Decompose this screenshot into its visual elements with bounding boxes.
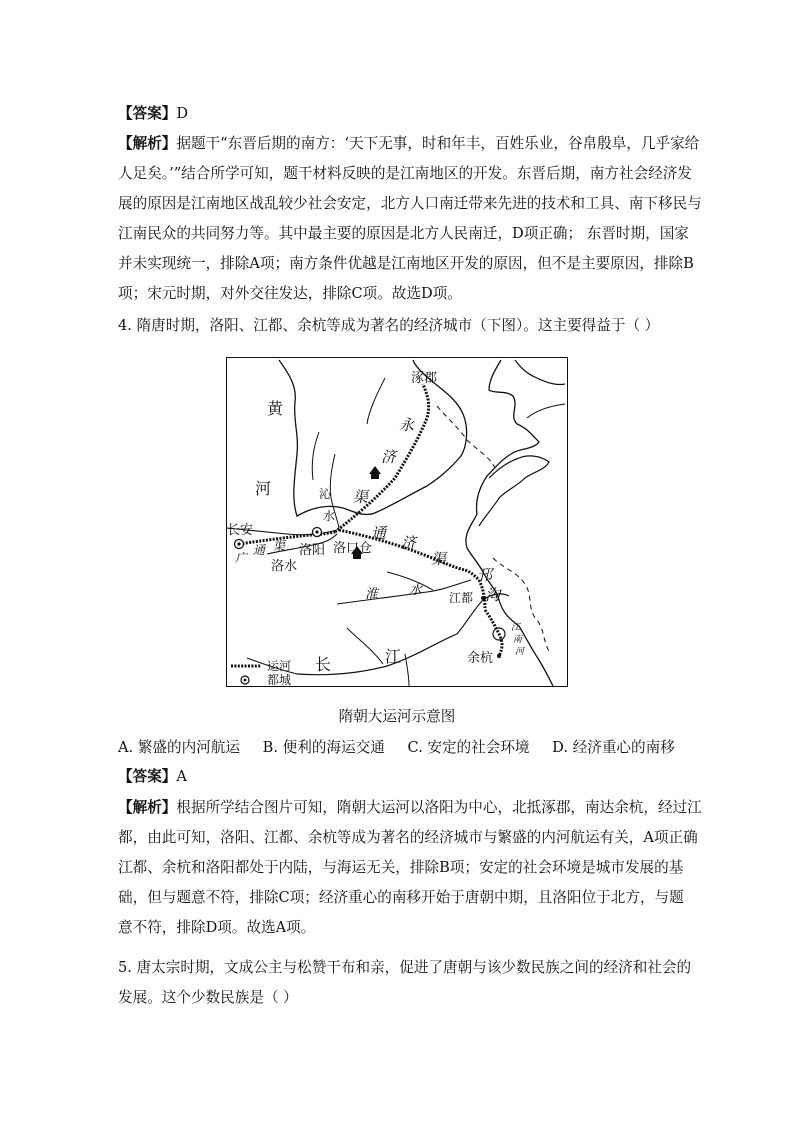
label-ji2: 济 (401, 534, 417, 552)
label-tong2: 通 (371, 524, 387, 542)
q3-analysis-label: 【解析】 (118, 135, 177, 152)
label-huang: 黄 (267, 399, 284, 418)
label-jiangdu: 江都 (449, 591, 474, 605)
label-he: 河 (255, 479, 272, 498)
label-ji1: 济 (381, 448, 397, 466)
liaodong-coast (515, 360, 565, 385)
label-qu3: 渠 (431, 550, 447, 568)
q4-answer-value: A (176, 768, 187, 785)
q3-answer-value: D (176, 105, 189, 122)
label-tong1: 通 (253, 543, 266, 557)
yellow-river (279, 360, 467, 516)
q3-answer-line (118, 104, 678, 124)
label-gou: 沟 (485, 586, 501, 604)
q4-analysis-line-2: 都，由此可知，洛阳、江都、余杭等成为著名的经济城市与繁盛的内河航运有关，A项正确 (118, 829, 698, 846)
label-qu1: 渠 (353, 488, 369, 506)
shandong-peninsula (479, 456, 549, 526)
label-luoshui: 洛水 (271, 559, 298, 574)
granary-icon-north (369, 466, 381, 479)
q4-stem: 4. 隋唐时期，洛阳、江都、余杭等成为著名的经济城市（下图）。这主要得益于（ ） (118, 317, 660, 334)
q4-option-b: B. 便利的海运交通 (262, 739, 385, 756)
q3-answer-label: 【答案】 (118, 105, 177, 122)
label-shui2: 水 (409, 583, 423, 598)
label-changan: 长安 (227, 523, 254, 538)
label-yong: 永 (399, 416, 415, 434)
q3-analysis-line-6: 项；宋元时期，对外交往发达，排除C项。故选D项。 (118, 285, 462, 302)
label-guang: 广 (235, 551, 248, 565)
q4-option-d: D. 经济重心的南移 (552, 739, 675, 756)
q3-analysis-line-4: 江南民众的共同努力等。其中最主要的原因是北方人民南迁，D项正确； 东晋时期，国家 (118, 225, 689, 242)
q5-stem-line-1: 5. 唐太宗时期，文成公主与松赞干布和亲，促进了唐朝与该少数民族之间的经济和社会的 (118, 959, 692, 976)
q4-option-a: A. 繁盛的内河航运 (118, 739, 240, 756)
map-caption: 隋朝大运河示意图 (338, 708, 456, 725)
q4-analysis-line-4: 础，但与题意不符，排除C项；经济重心的南移开始于唐朝中期，且洛阳位于北方，与题 (118, 889, 684, 906)
label-luokoucang: 洛口仓 (333, 541, 373, 556)
label-nan-s: 南 (513, 635, 523, 645)
coastline (466, 360, 553, 686)
grand-canal-map (226, 357, 568, 687)
q3-analysis-line-5: 并未实现统一，排除A项；南方条件优越是江南地区开发的原因，但不是主要原因，排除B (118, 255, 694, 272)
legend-capital-label: 都城 (267, 673, 292, 686)
map-svg (227, 358, 567, 686)
q4-answer-line (118, 767, 678, 787)
label-qu2: 渠 (273, 539, 286, 553)
q3-analysis-line-3: 展的原因是江南地区战乱较少社会安定，北方人口南迁带来先进的技术和工具、南下移民与 (118, 195, 702, 212)
label-han: 邗 (477, 566, 493, 584)
label-jiang-s: 江 (511, 623, 521, 633)
q3-analysis-line-1: 【解析】据题干“东晋后期的南方：‘天下无事，时和年丰，百姓乐业，谷帛殷阜，几乎家给 (118, 135, 700, 152)
q4-analysis-line-3: 江都、余杭和洛阳都处于内陆，与海运无关，排除B项；安定的社会环境是城市发展的基 (118, 859, 684, 876)
capital-changan (235, 540, 244, 549)
label-luoyang: 洛阳 (299, 543, 326, 558)
q4-options (118, 736, 678, 757)
label-huai: 淮 (365, 587, 379, 602)
northeast-river (527, 404, 565, 418)
canal-group (239, 384, 502, 656)
capital-luoyang (313, 528, 322, 537)
label-yuhang: 余杭 (467, 651, 494, 666)
q4-option-c: C. 安定的社会环境 (407, 739, 530, 756)
label-zhuojun: 涿郡 (411, 371, 438, 386)
label-jiang: 江 (385, 647, 402, 666)
river-b (367, 378, 385, 424)
label-shui1: 水 (323, 509, 336, 523)
q4-answer-label: 【答案】 (118, 768, 177, 785)
q3-analysis-line-2: 人足矣。’”结合所学可知，题干材料反映的是江南地区的开发。东晋后期，南方社会经济发 (118, 165, 692, 182)
q4-analysis-label: 【解析】 (118, 799, 177, 816)
fen-river (312, 432, 319, 480)
q4-analysis-line-1: 【解析】根据所学结合图片可知，隋朝大运河以洛阳为中心，北抵涿郡，南达余杭，经过江 (118, 799, 702, 816)
q4-analysis-line-5: 意不符，排除D项。故选A项。 (118, 919, 316, 936)
legend-capital-icon (241, 676, 249, 684)
han-river (347, 628, 383, 664)
legend-canal-label: 运河 (267, 659, 292, 673)
label-chang: 长 (315, 655, 332, 674)
label-qin: 沁 (319, 487, 332, 501)
label-he-s: 河 (515, 647, 525, 657)
q5-stem-line-2: 发展。这个少数民族是（ ） (118, 989, 298, 1006)
gan-river (405, 654, 409, 686)
yuhang-dot (497, 654, 501, 658)
